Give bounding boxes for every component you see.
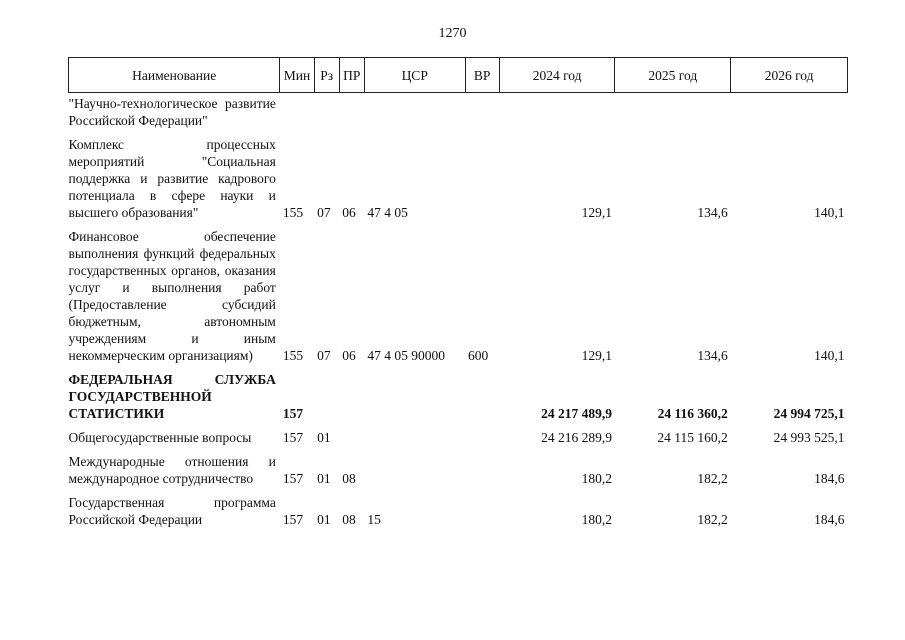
row-2026: 24 994 725,1 xyxy=(773,406,845,421)
row-min: 155 xyxy=(282,205,304,220)
row-2025 xyxy=(615,93,731,133)
table-row xyxy=(69,93,848,133)
row-2026: 184,6 xyxy=(814,512,845,527)
header-row xyxy=(69,58,848,93)
row-2026: 184,6 xyxy=(814,471,845,486)
row-vr: 600 xyxy=(468,348,489,363)
row-2025: 24 115 160,2 xyxy=(657,430,728,445)
row-2024: 24 216 289,9 xyxy=(541,430,612,445)
table-row xyxy=(69,224,848,367)
row-csr: 47 4 05 xyxy=(367,205,408,220)
table-row xyxy=(69,132,848,224)
row-rz: 01 xyxy=(317,430,331,445)
row-min xyxy=(280,93,314,133)
row-csr xyxy=(364,93,465,133)
row-2024: 24 217 489,9 xyxy=(541,406,612,421)
row-2024: 129,1 xyxy=(581,205,612,220)
table-row xyxy=(69,425,848,449)
budget-table xyxy=(68,57,848,531)
row-min: 157 xyxy=(282,430,304,445)
row-rz xyxy=(314,367,339,425)
row-name: Международные отношения и международное сотрудничество xyxy=(68,454,276,486)
row-rz xyxy=(314,93,339,133)
table-row xyxy=(69,367,848,425)
row-name: Комплекс процессных мероприятий "Социальная поддержка и развитие кадрового потенциала в сфере науки и высшего образования" xyxy=(68,137,276,220)
table-header xyxy=(69,58,848,93)
row-pr xyxy=(339,425,364,449)
row-rz: 07 xyxy=(317,205,331,220)
row-pr: 06 xyxy=(342,205,356,220)
row-csr: 15 xyxy=(367,512,381,527)
row-csr xyxy=(364,425,465,449)
row-2025: 182,2 xyxy=(697,512,728,527)
header-2026: 2026 год xyxy=(731,58,848,93)
row-csr xyxy=(364,367,465,425)
row-name: ФЕДЕРАЛЬНАЯ СЛУЖБА ГОСУДАРСТВЕННОЙ СТАТИСТИКИ xyxy=(68,372,276,421)
row-min: 157 xyxy=(282,512,304,527)
header-vr: ВР xyxy=(465,58,499,93)
row-2026: 140,1 xyxy=(814,205,845,220)
row-2026 xyxy=(731,93,848,133)
header-min: Мин xyxy=(280,58,314,93)
row-pr: 08 xyxy=(342,512,356,527)
row-pr: 08 xyxy=(342,471,356,486)
row-rz: 07 xyxy=(317,348,331,363)
header-2024: 2024 год xyxy=(499,58,615,93)
row-min: 157 xyxy=(282,406,304,421)
row-pr xyxy=(339,367,364,425)
header-2025: 2025 год xyxy=(615,58,731,93)
row-name: "Научно-технологическое развитие Российской Федерации" xyxy=(68,96,276,128)
row-2024 xyxy=(499,93,615,133)
row-min: 157 xyxy=(282,471,304,486)
row-name: Государственная программа Российской Федерации xyxy=(68,495,276,527)
row-pr xyxy=(339,93,364,133)
row-2025: 134,6 xyxy=(697,205,728,220)
row-csr: 47 4 05 90000 xyxy=(367,348,445,363)
table-body xyxy=(69,93,848,532)
table-row xyxy=(69,449,848,490)
row-2024: 129,1 xyxy=(581,348,612,363)
row-rz: 01 xyxy=(317,512,331,527)
header-pr: ПР xyxy=(339,58,364,93)
row-2024: 180,2 xyxy=(581,512,612,527)
row-2026: 140,1 xyxy=(814,348,845,363)
row-vr xyxy=(465,449,499,490)
row-vr xyxy=(465,93,499,133)
header-csr: ЦСР xyxy=(364,58,465,93)
header-rz: Рз xyxy=(314,58,339,93)
row-vr xyxy=(465,425,499,449)
row-name: Общегосударственные вопросы xyxy=(68,430,252,445)
row-2025: 182,2 xyxy=(697,471,728,486)
row-min: 155 xyxy=(282,348,304,363)
row-pr: 06 xyxy=(342,348,356,363)
row-2025: 134,6 xyxy=(697,348,728,363)
row-2026: 24 993 525,1 xyxy=(773,430,845,445)
row-2025: 24 116 360,2 xyxy=(657,406,728,421)
row-vr xyxy=(465,132,499,224)
row-vr xyxy=(465,490,499,531)
row-name: Финансовое обеспечение выполнения функций федеральных государственных органов, оказания услуг и выполнения работ (Предоставление субсидий бюджетным, автономным учреждениям и иным некоммерческим организациям) xyxy=(68,229,276,363)
row-vr xyxy=(465,367,499,425)
row-2024: 180,2 xyxy=(581,471,612,486)
table-row xyxy=(69,490,848,531)
page-number: 1270 xyxy=(438,26,467,41)
row-rz: 01 xyxy=(317,471,331,486)
row-csr xyxy=(364,449,465,490)
header-name: Наименование xyxy=(69,58,280,93)
